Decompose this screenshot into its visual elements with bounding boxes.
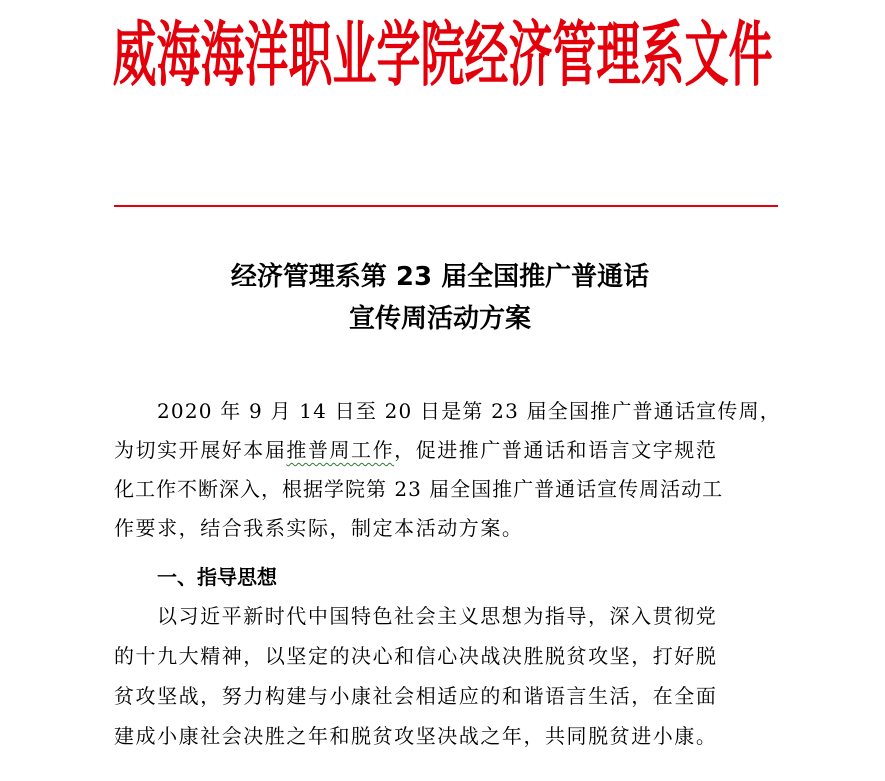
masthead-title: 威海海洋职业学院经济管理系文件 xyxy=(112,15,773,97)
document-title-line-2: 宣传周活动方案 xyxy=(348,304,531,334)
intro-line-2-part-a: 为切实开展好本届 xyxy=(114,438,287,462)
red-divider-line xyxy=(114,205,778,207)
document-title-line-1: 经济管理系第 23 届全国推广普通话 xyxy=(230,262,650,292)
section1-line-1: 以习近平新时代中国特色社会主义思想为指导，深入贯彻党 xyxy=(157,604,718,628)
section1-line-2: 的十九大精神，以坚定的决心和信心决战决胜脱贫攻坚，打好脱 xyxy=(114,644,718,668)
intro-line-4: 作要求，结合我系实际，制定本活动方案。 xyxy=(114,516,524,540)
section-heading-guiding-ideology: 一、指导思想 xyxy=(157,565,277,589)
intro-line-2-part-c: ，促进推广普通话和语言文字规范 xyxy=(394,438,718,462)
section1-line-4: 建成小康社会决胜之年和脱贫攻坚决战之年，共同脱贫进小康。 xyxy=(114,724,718,748)
spellcheck-underlined-text: 推普周工作 xyxy=(286,438,395,462)
intro-line-1: 2020 年 9 月 14 日至 20 日是第 23 届全国推广普通话宣传周， xyxy=(157,399,781,423)
intro-line-3: 化工作不断深入，根据学院第 23 届全国推广普通话宣传周活动工 xyxy=(114,477,724,501)
section1-line-3: 贫攻坚战，努力构建与小康社会相适应的和谐语言生活，在全面 xyxy=(114,684,718,708)
document-masthead xyxy=(0,12,885,112)
intro-line-2 xyxy=(114,437,717,463)
